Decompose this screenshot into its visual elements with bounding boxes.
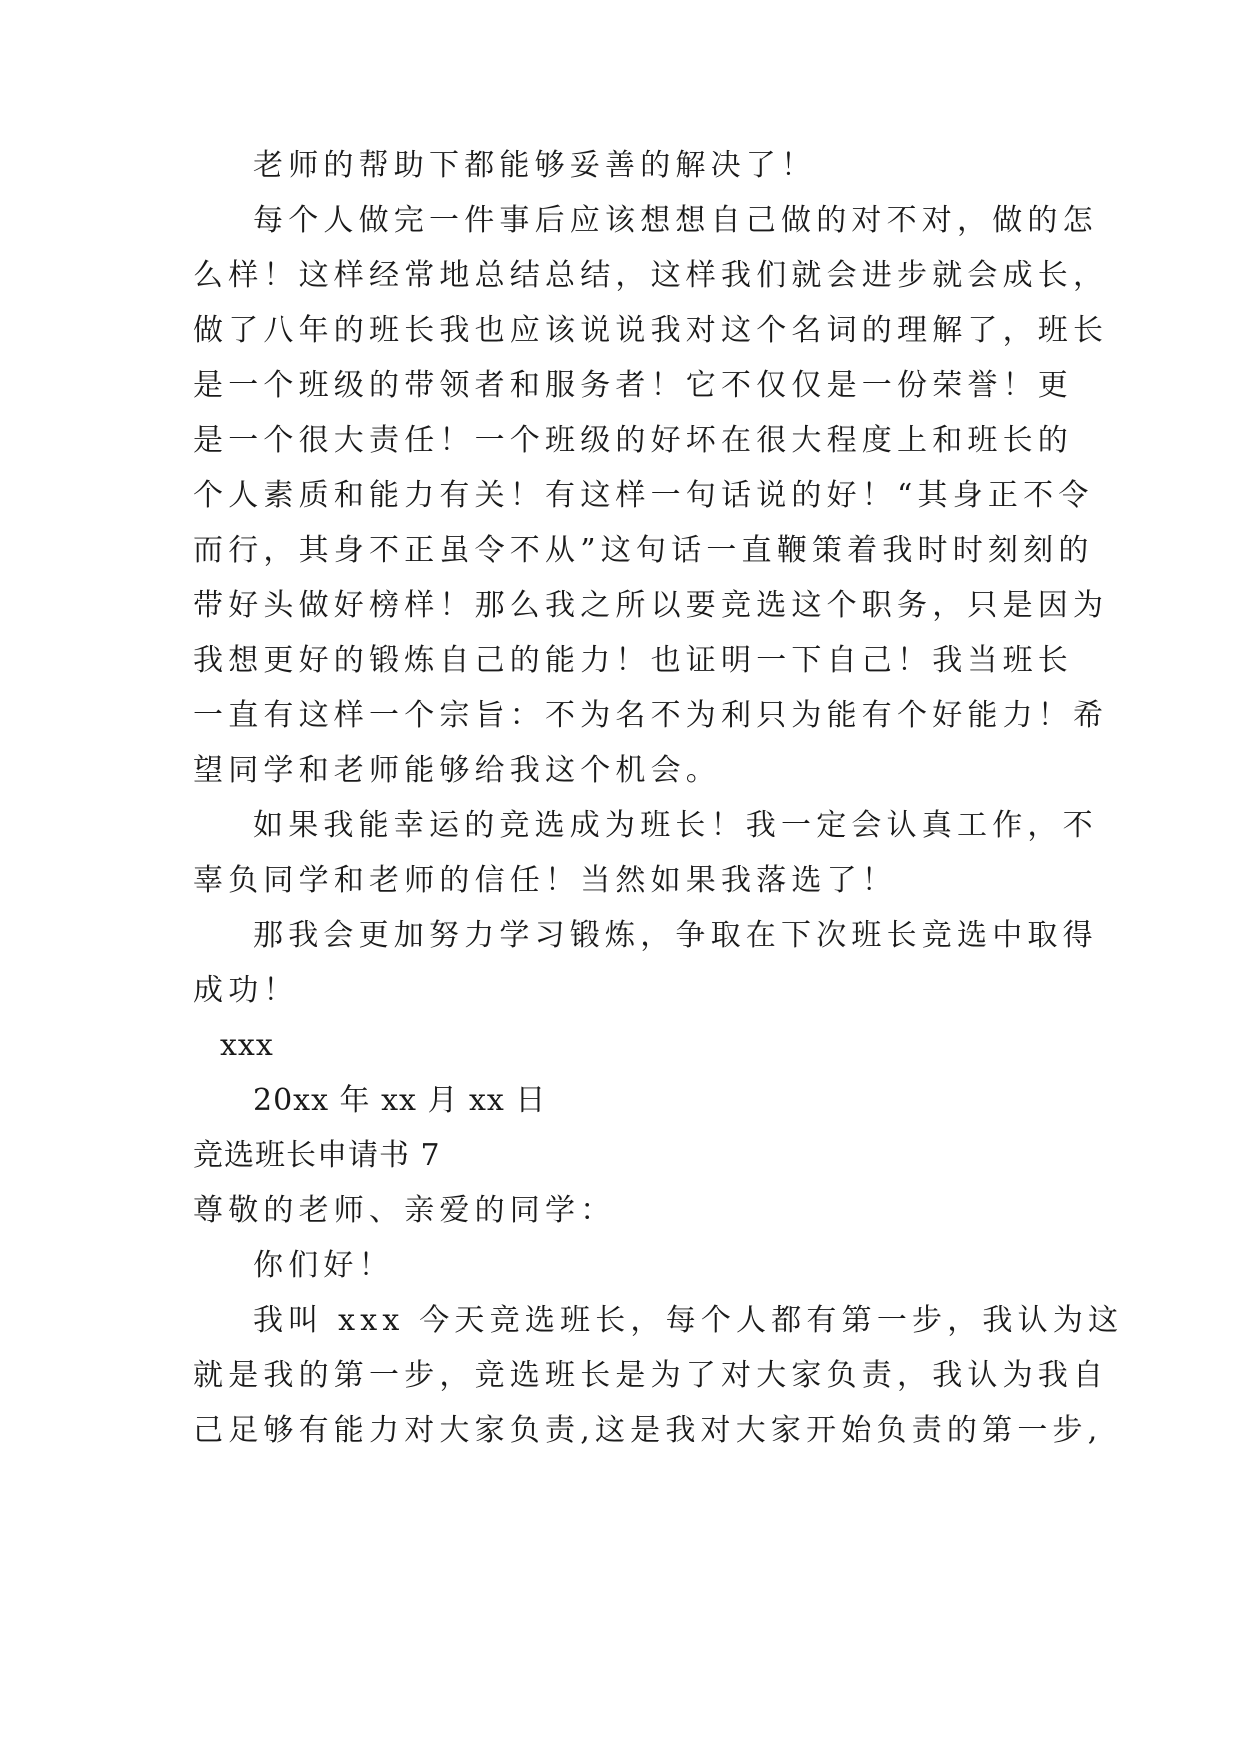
text-line: 如果我能幸运的竞选成为班长！我一定会认真工作，不 [253, 808, 1098, 843]
text-line: 辜负同学和老师的信任！当然如果我落选了！ [193, 863, 897, 898]
text-line: 就是我的第一步，竞选班长是为了对大家负责，我认为我自 [193, 1358, 1109, 1393]
text-line: 那我会更加努力学习锻炼，争取在下次班长竞选中取得 [253, 918, 1098, 953]
text-line: 成功！ [193, 973, 299, 1008]
salutation: 尊敬的老师、亲爱的同学： [193, 1193, 616, 1228]
text-line: 是一个很大责任！一个班级的好坏在很大程度上和班长的 [193, 423, 1073, 458]
greeting: 你们好！ [253, 1248, 394, 1283]
text-line: 是一个班级的带领者和服务者！它不仅仅是一份荣誉！更 [193, 368, 1073, 403]
text-line: 己足够有能力对大家负责,这是我对大家开始负责的第一步, [193, 1413, 1103, 1448]
text-line: 而行，其身不正虽令不从”这句话一直鞭策着我时时刻刻的 [193, 533, 1094, 568]
text-line: 一直有这样一个宗旨：不为名不为利只为能有个好能力！希 [193, 698, 1109, 733]
text-line: 个人素质和能力有关！有这样一句话说的好！“其身正不令 [193, 478, 1094, 513]
text-line: 我想更好的锻炼自己的能力！也证明一下自己！我当班长 [193, 643, 1073, 678]
text-line: 老师的帮助下都能够妥善的解决了！ [253, 148, 817, 183]
text-line: 每个人做完一件事后应该想想自己做的对不对，做的怎 [253, 203, 1098, 238]
text-line: 带好头做好榜样！那么我之所以要竞选这个职务，只是因为 [193, 588, 1109, 623]
text-line: 做了八年的班长我也应该说说我对这个名词的理解了，班长 [193, 313, 1109, 348]
signature-name: xxx [220, 1028, 274, 1063]
section-title: 竞选班长申请书 7 [193, 1138, 441, 1173]
date-line: 20xx 年 xx 月 xx 日 [253, 1083, 547, 1118]
text-line: 么样！这样经常地总结总结，这样我们就会进步就会成长， [193, 258, 1109, 293]
text-line: 望同学和老师能够给我这个机会。 [193, 753, 721, 788]
text-line: 我叫 xxx 今天竞选班长，每个人都有第一步，我认为这 [253, 1303, 1124, 1338]
